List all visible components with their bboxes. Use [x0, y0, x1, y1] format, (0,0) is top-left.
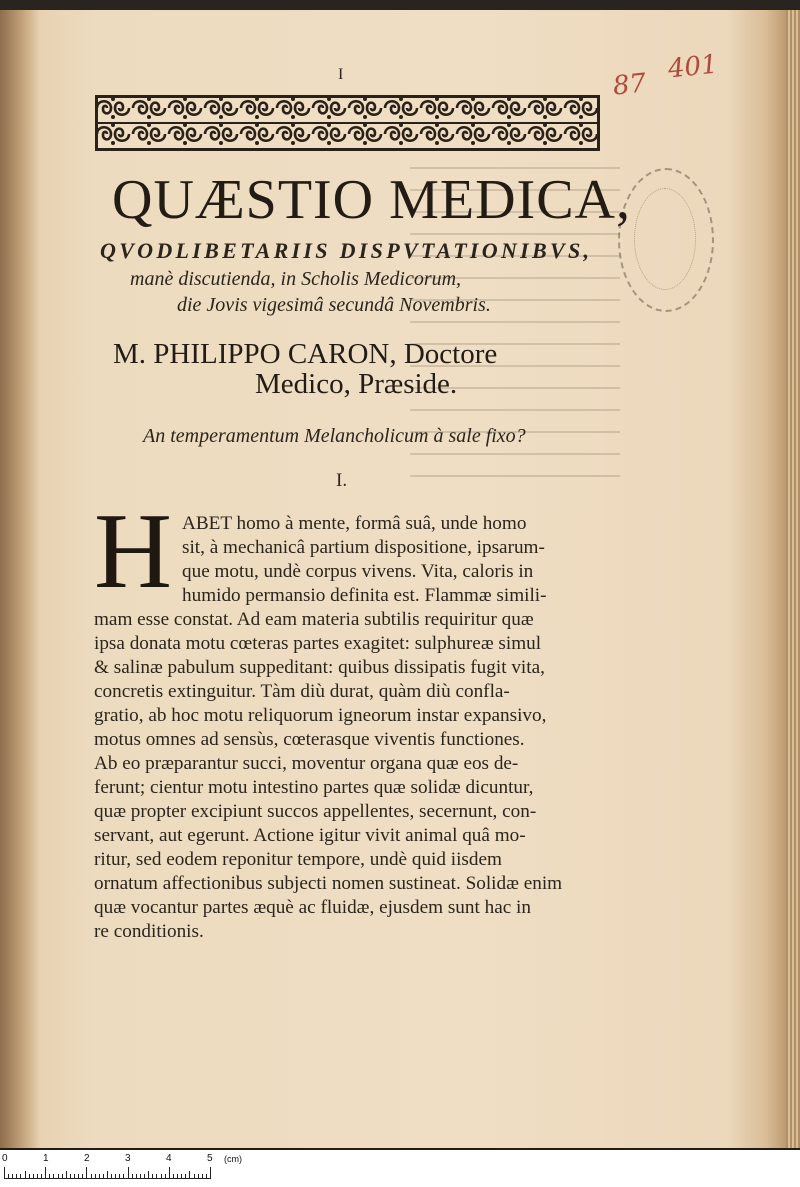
ruler-label-4: 4 [166, 1153, 172, 1164]
ruler-tick [156, 1174, 157, 1179]
ruler-label-0: 0 [2, 1153, 8, 1164]
ruler-tick [49, 1174, 50, 1179]
ruler-tick [144, 1174, 145, 1179]
ruler-tick [111, 1174, 112, 1179]
page-gutter-shadow [0, 10, 40, 1148]
page-number: I [338, 66, 344, 83]
ruler-tick [53, 1174, 54, 1179]
body-line: Ab eo præparantur succi, moventur organa quæ eos de- [94, 753, 519, 774]
page-fore-edge [786, 10, 800, 1148]
body-line: ipsa donata motu cœteras partes exagitet: sulphureæ simul [94, 633, 542, 654]
ruler-tick [74, 1174, 75, 1179]
ruler-tick [161, 1174, 162, 1179]
ruler-tick [33, 1174, 34, 1179]
ruler-tick [206, 1174, 207, 1179]
ruler-tick [41, 1174, 42, 1179]
subtitle-line-2: manè discutienda, in Scholis Medicorum, [130, 268, 462, 290]
library-stamp-inner [634, 188, 696, 290]
drop-cap-initial: H [94, 492, 172, 611]
body-line: ritur, sed eodem reponitur tempore, undè quid iisdem [94, 849, 502, 870]
ruler-tick [115, 1174, 116, 1179]
praeses-line-1: M. PHILIPPO CARON, Doctore [113, 338, 498, 370]
ruler-tick [82, 1174, 83, 1179]
document-subtitle: QVODLIBETARIIS DISPVTATIONIBVS, [100, 238, 593, 263]
ruler-tick [148, 1171, 149, 1179]
ruler-tick [198, 1174, 199, 1179]
body-line: sit, à mechanicâ partium dispositione, ipsarum- [182, 537, 545, 558]
body-line: ornatum affectionibus subjecti nomen sustineat. Solidæ enim [94, 873, 563, 894]
ruler-tick [136, 1174, 137, 1179]
ruler-tick [66, 1171, 67, 1179]
body-line: humido permansio definita est. Flammæ simili- [182, 585, 547, 606]
ruler-tick [169, 1167, 170, 1179]
body-line: & salinæ pabulum suppeditant: quibus dissipatis fugit vita, [94, 657, 545, 678]
body-line: quæ vocantur partes æquè ac fluidæ, ejusdem sunt hac in [94, 897, 531, 918]
section-number: I. [336, 470, 348, 491]
ruler-tick [12, 1174, 13, 1179]
ruler-tick [128, 1167, 129, 1179]
headpiece-ornament [95, 95, 600, 151]
ruler-tick [25, 1171, 26, 1179]
ruler-tick [95, 1174, 96, 1179]
body-line: mam esse constat. Ad eam materia subtilis requiritur quæ [94, 609, 534, 630]
ruler-tick [70, 1174, 71, 1179]
ruler-label-3: 3 [125, 1153, 131, 1164]
ruler-tick [45, 1167, 46, 1179]
ruler-tick [37, 1174, 38, 1179]
ruler-tick [119, 1174, 120, 1179]
ruler-tick [29, 1174, 30, 1179]
body-line: que motu, undè corpus vivens. Vita, caloris in [182, 561, 534, 582]
body-line: ferunt; cientur motu intestino partes quæ solidæ dicuntur, [94, 777, 534, 798]
body-line: concretis extinguitur. Tàm diù durat, quàm diù confla- [94, 681, 510, 702]
handwritten-mark-1: 87 [611, 68, 648, 102]
ruler-tick [181, 1174, 182, 1179]
ruler-label-5: 5 [207, 1153, 213, 1164]
ruler-tick [202, 1174, 203, 1179]
ruler-label-2: 2 [84, 1153, 90, 1164]
ruler-tick [86, 1167, 87, 1179]
ruler-tick [194, 1174, 195, 1179]
ruler-tick [16, 1174, 17, 1179]
subtitle-line-3: die Jovis vigesimâ secundâ Novembris. [177, 294, 491, 316]
body-line: motus omnes ad sensùs, cœterasque viventis functiones. [94, 729, 525, 750]
document-title: QUÆSTIO MEDICA, [112, 169, 631, 231]
handwritten-mark-2: 401 [666, 49, 720, 85]
ruler-tick [103, 1174, 104, 1179]
ruler-tick [58, 1174, 59, 1179]
ruler-tick [62, 1174, 63, 1179]
ruler-tick [99, 1174, 100, 1179]
ruler-tick [152, 1174, 153, 1179]
ruler-tick [185, 1174, 186, 1179]
body-line: re conditionis. [94, 921, 204, 942]
ruler-tick [123, 1174, 124, 1179]
ruler-tick [140, 1174, 141, 1179]
ruler-tick [210, 1167, 211, 1179]
scale-ruler [0, 1150, 800, 1187]
body-line: quæ propter excipiunt succos appellentes, secernunt, con- [94, 801, 537, 822]
ruler-unit: (cm) [224, 1154, 242, 1164]
ruler-tick [8, 1174, 9, 1179]
ruler-label-1: 1 [43, 1153, 49, 1164]
praeses-line-2: Medico, Præside. [255, 368, 458, 400]
body-line: servant, aut egerunt. Actione igitur vivit animal quâ mo- [94, 825, 526, 846]
ruler-tick [4, 1167, 5, 1179]
ruler-tick [165, 1174, 166, 1179]
ruler-tick [78, 1174, 79, 1179]
body-line: ABET homo à mente, formâ suâ, unde homo [182, 513, 527, 534]
ruler-tick [91, 1174, 92, 1179]
ruler-tick [173, 1174, 174, 1179]
ruler-tick [177, 1174, 178, 1179]
ruler-tick [189, 1171, 190, 1179]
ruler-tick [20, 1174, 21, 1179]
ruler-tick [107, 1171, 108, 1179]
body-line: gratio, ab hoc motu reliquorum igneorum instar expansivo, [94, 705, 547, 726]
ruler-tick [132, 1174, 133, 1179]
question-heading: An temperamentum Melancholicum à sale fixo? [143, 425, 526, 447]
